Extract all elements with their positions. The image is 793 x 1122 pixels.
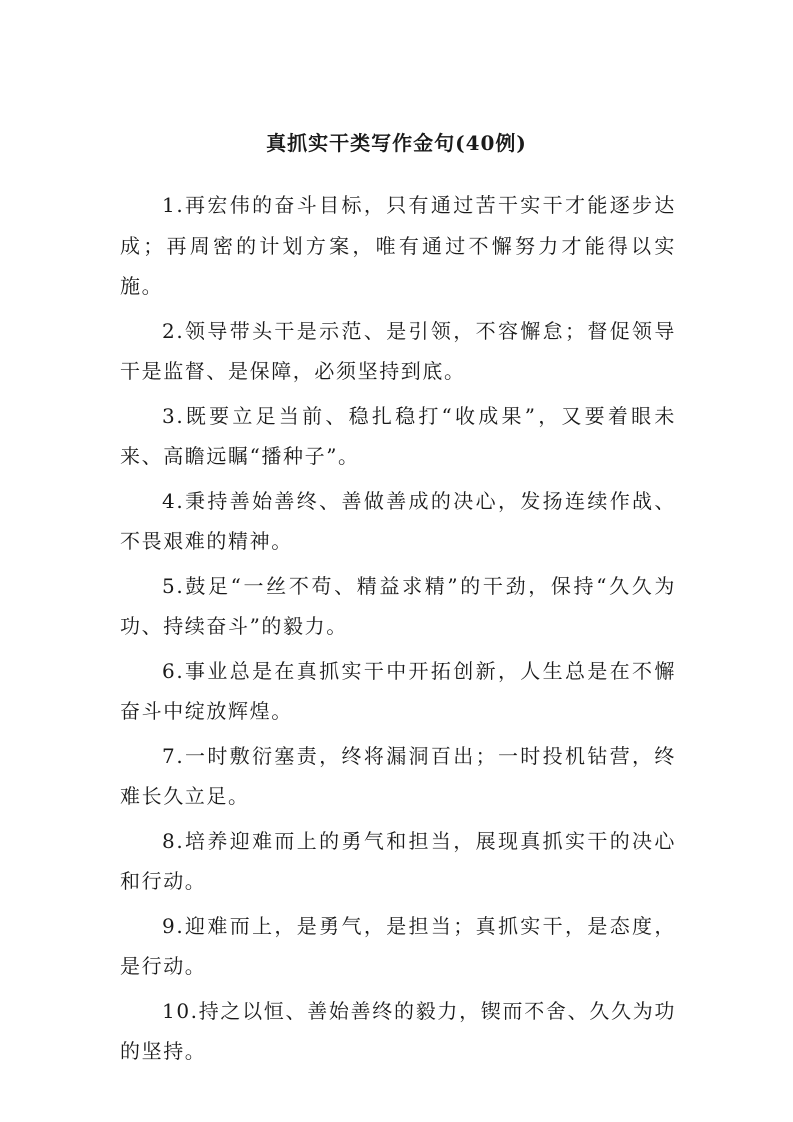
paragraph-9: 9.迎难而上，是勇气，是担当；真抓实干，是态度，是行动。 xyxy=(120,913,676,978)
document-body xyxy=(120,185,676,1076)
paragraph-10: 10.持之以恒、善始善终的毅力，锲而不舍、久久为功的坚持。 xyxy=(120,998,676,1063)
paragraph-6: 6.事业总是在真抓实干中开拓创新，人生总是在不懈奋斗中绽放辉煌。 xyxy=(120,658,676,723)
paragraph-4: 4.秉持善始善终、善做善成的决心，发扬连续作战、不畏艰难的精神。 xyxy=(120,488,676,553)
paragraph-5: 5.鼓足“一丝不苟、精益求精”的干劲，保持“久久为功、持续奋斗”的毅力。 xyxy=(120,573,676,638)
paragraph-8: 8.培养迎难而上的勇气和担当，展现真抓实干的决心和行动。 xyxy=(120,828,676,893)
paragraph-1: 1.再宏伟的奋斗目标，只有通过苦干实干才能逐步达成；再周密的计划方案，唯有通过不懈努力才能得以实施。 xyxy=(120,193,676,298)
document-title: 真抓实干类写作金句(40例) xyxy=(266,131,527,155)
paragraph-3: 3.既要立足当前、稳扎稳打“收成果”，又要着眼未来、高瞻远瞩“播种子”。 xyxy=(120,403,676,468)
paragraph-7: 7.一时敷衍塞责，终将漏洞百出；一时投机钻营，终难长久立足。 xyxy=(120,743,676,808)
paragraph-2: 2.领导带头干是示范、是引领，不容懈怠；督促领导干是监督、是保障，必须坚持到底。 xyxy=(120,318,676,383)
